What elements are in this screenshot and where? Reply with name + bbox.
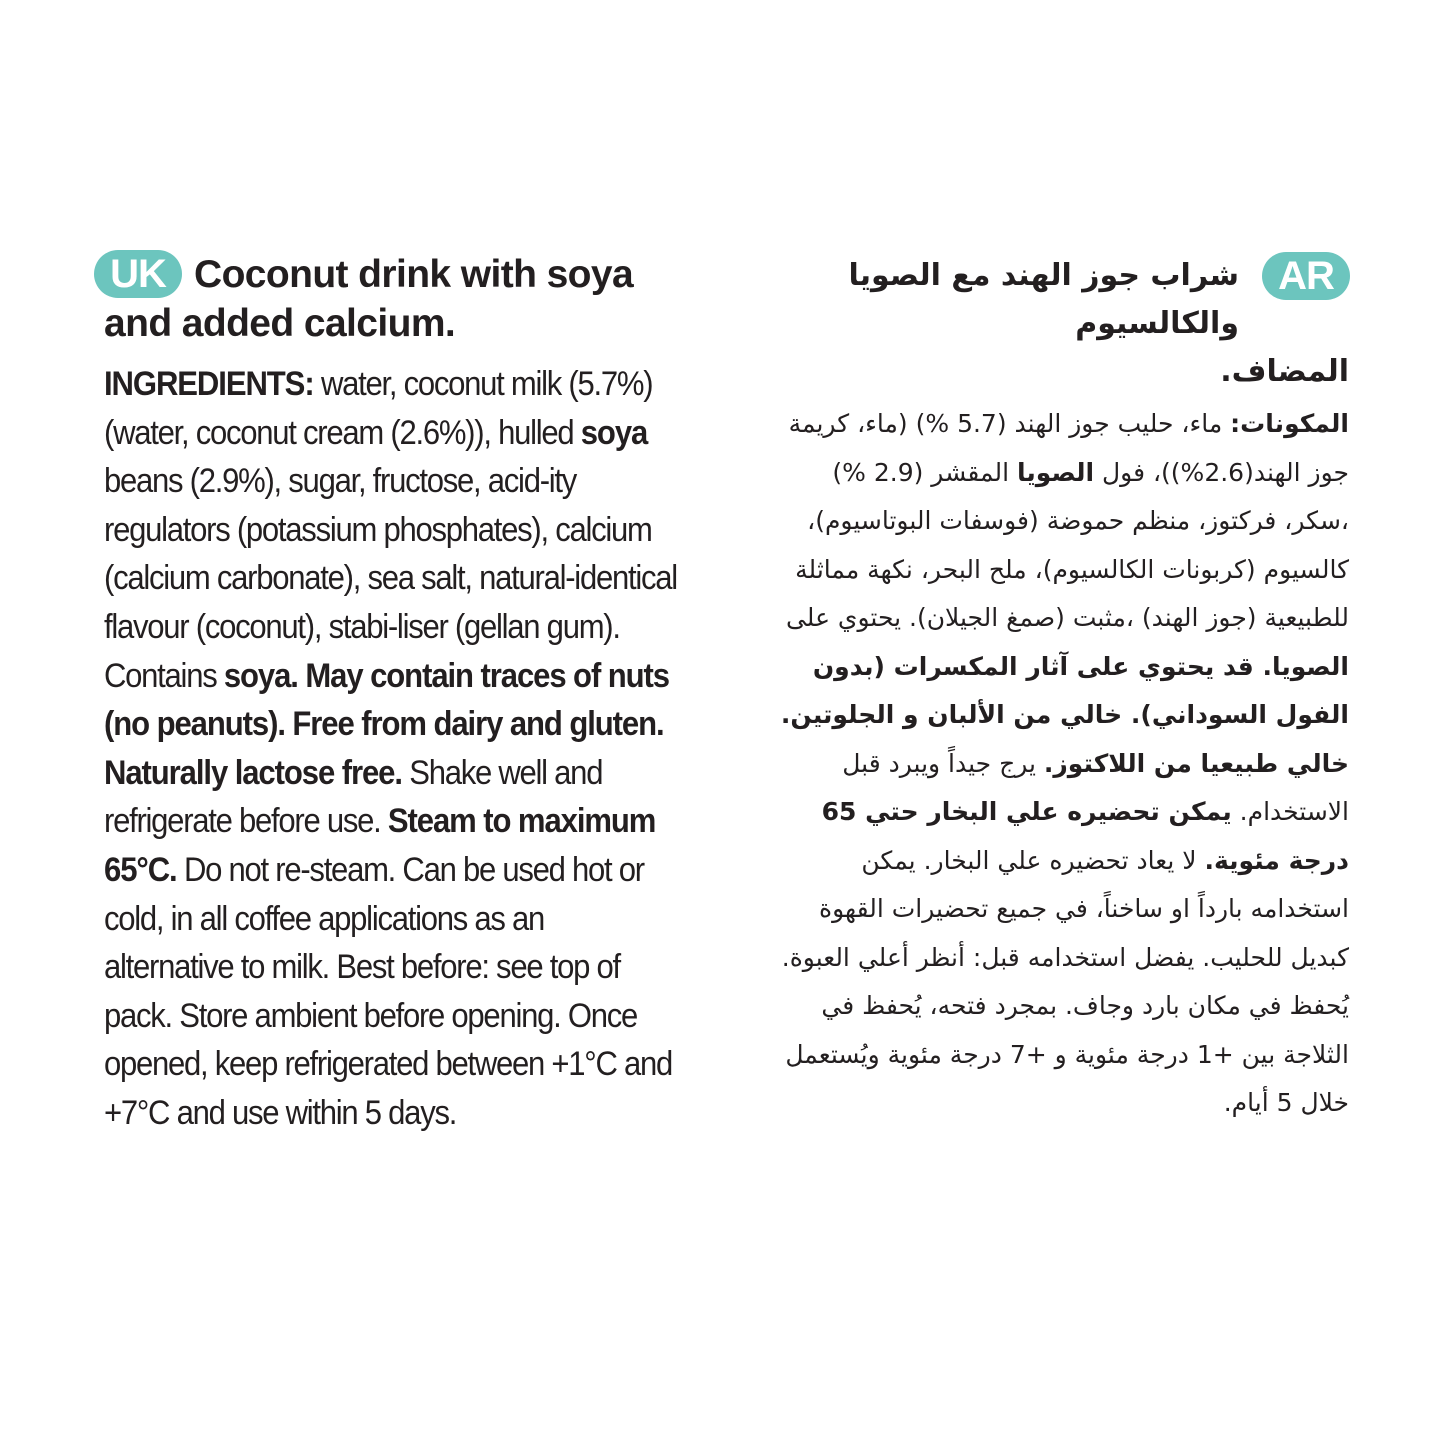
uk-language-badge: UK	[94, 250, 182, 298]
arabic-steam-instruction: يمكن تحضيره علي البخار حتي 65 درجة مئوية.	[821, 797, 1349, 875]
english-product-title: Coconut drink with soya and added calcium.	[104, 253, 634, 345]
arabic-allergen-statement: . قد يحتوي على آثار المكسرات (بدون الفول السوداني). خالي من الألبان و الجلوتين. خالي طبيعيا من اللاكتوز.	[780, 651, 1349, 778]
storage-instructions-1: Shake well and refrigerate before use.	[104, 753, 603, 841]
arabic-soya-allergen-2: الصويا	[1271, 651, 1349, 681]
arabic-product-title-line2: المضاف.	[1220, 354, 1349, 389]
arabic-product-title-line1: شراب جوز الهند مع الصويا والكالسيوم	[848, 258, 1239, 341]
arabic-ingredients-text	[775, 400, 1349, 1128]
allergen-statement: . May contain traces of nuts (no peanuts). Free from dairy and gluten. Naturally lactose free.	[104, 656, 669, 792]
arabic-ingredients-part2: المقشر (2.9 %) ،سكر، فركتوز، منظم حموضة (فوسفات البوتاسيوم)، كالسيوم (كربونات الكالسيوم)، ملح البحر، نكهة مماثلة للطبيعية (جوز الهند) ،مثبت (صمغ الجيلان). يحتوي على	[785, 457, 1349, 632]
arabic-section	[775, 252, 1349, 1128]
ingredients-text-part1: water, coconut milk (5.7%) (water, coconut cream (2.6%)), hulled	[104, 365, 653, 452]
ar-language-badge: AR	[1262, 252, 1350, 300]
arabic-ingredients-part1: ماء، حليب جوز الهند (5.7 %) (ماء، كريمة جوز الهند(2.6%))، فول	[788, 409, 1349, 487]
arabic-ingredients-label: المكونات:	[1230, 409, 1349, 438]
arabic-usage-instructions: لا يعاد تحضيره علي البخار. يمكن استخدامه بارداً او ساخناً، في جميع تحضيرات القهوة كبديل للحليب. يفضل استخدامه قبل: أنظر أعلي العبوة. يُحفظ في مكان بارد وجاف. بمجرد فتحه، يُحفظ في الثلاجة بين +1 درجة مئوية و +7 درجة مئوية ويُستعمل خلال 5 أيام.	[781, 845, 1349, 1117]
english-ingredients-text	[104, 360, 680, 1138]
ingredients-label: INGREDIENTS:	[104, 365, 314, 403]
arabic-storage-instructions-1: يرج جيداً ويبرد قبل الاستخدام.	[842, 748, 1349, 826]
soya-allergen-1: soya	[580, 413, 648, 452]
arabic-soya-allergen-1: الصويا	[1017, 457, 1095, 487]
steam-instruction: Steam to maximum 65°C.	[104, 802, 656, 889]
ingredients-text-part2: beans (2.9%), sugar, fructose, acid-ity regulators (potassium phosphates), calcium (calcium carbonate), sea salt, natural-identical flavour (coconut), stabi-liser (gellan gum). Contains	[104, 462, 677, 695]
usage-instructions: Do not re-steam. Can be used hot or cold, in all coffee applications as an alternative to milk. Best before: see top of pack. Store ambient before opening. Once opened, keep refrigerated between +1°C and +7°C and use within 5 days.	[104, 850, 673, 1132]
english-section	[104, 250, 694, 1138]
soya-allergen-2: soya	[223, 656, 291, 695]
